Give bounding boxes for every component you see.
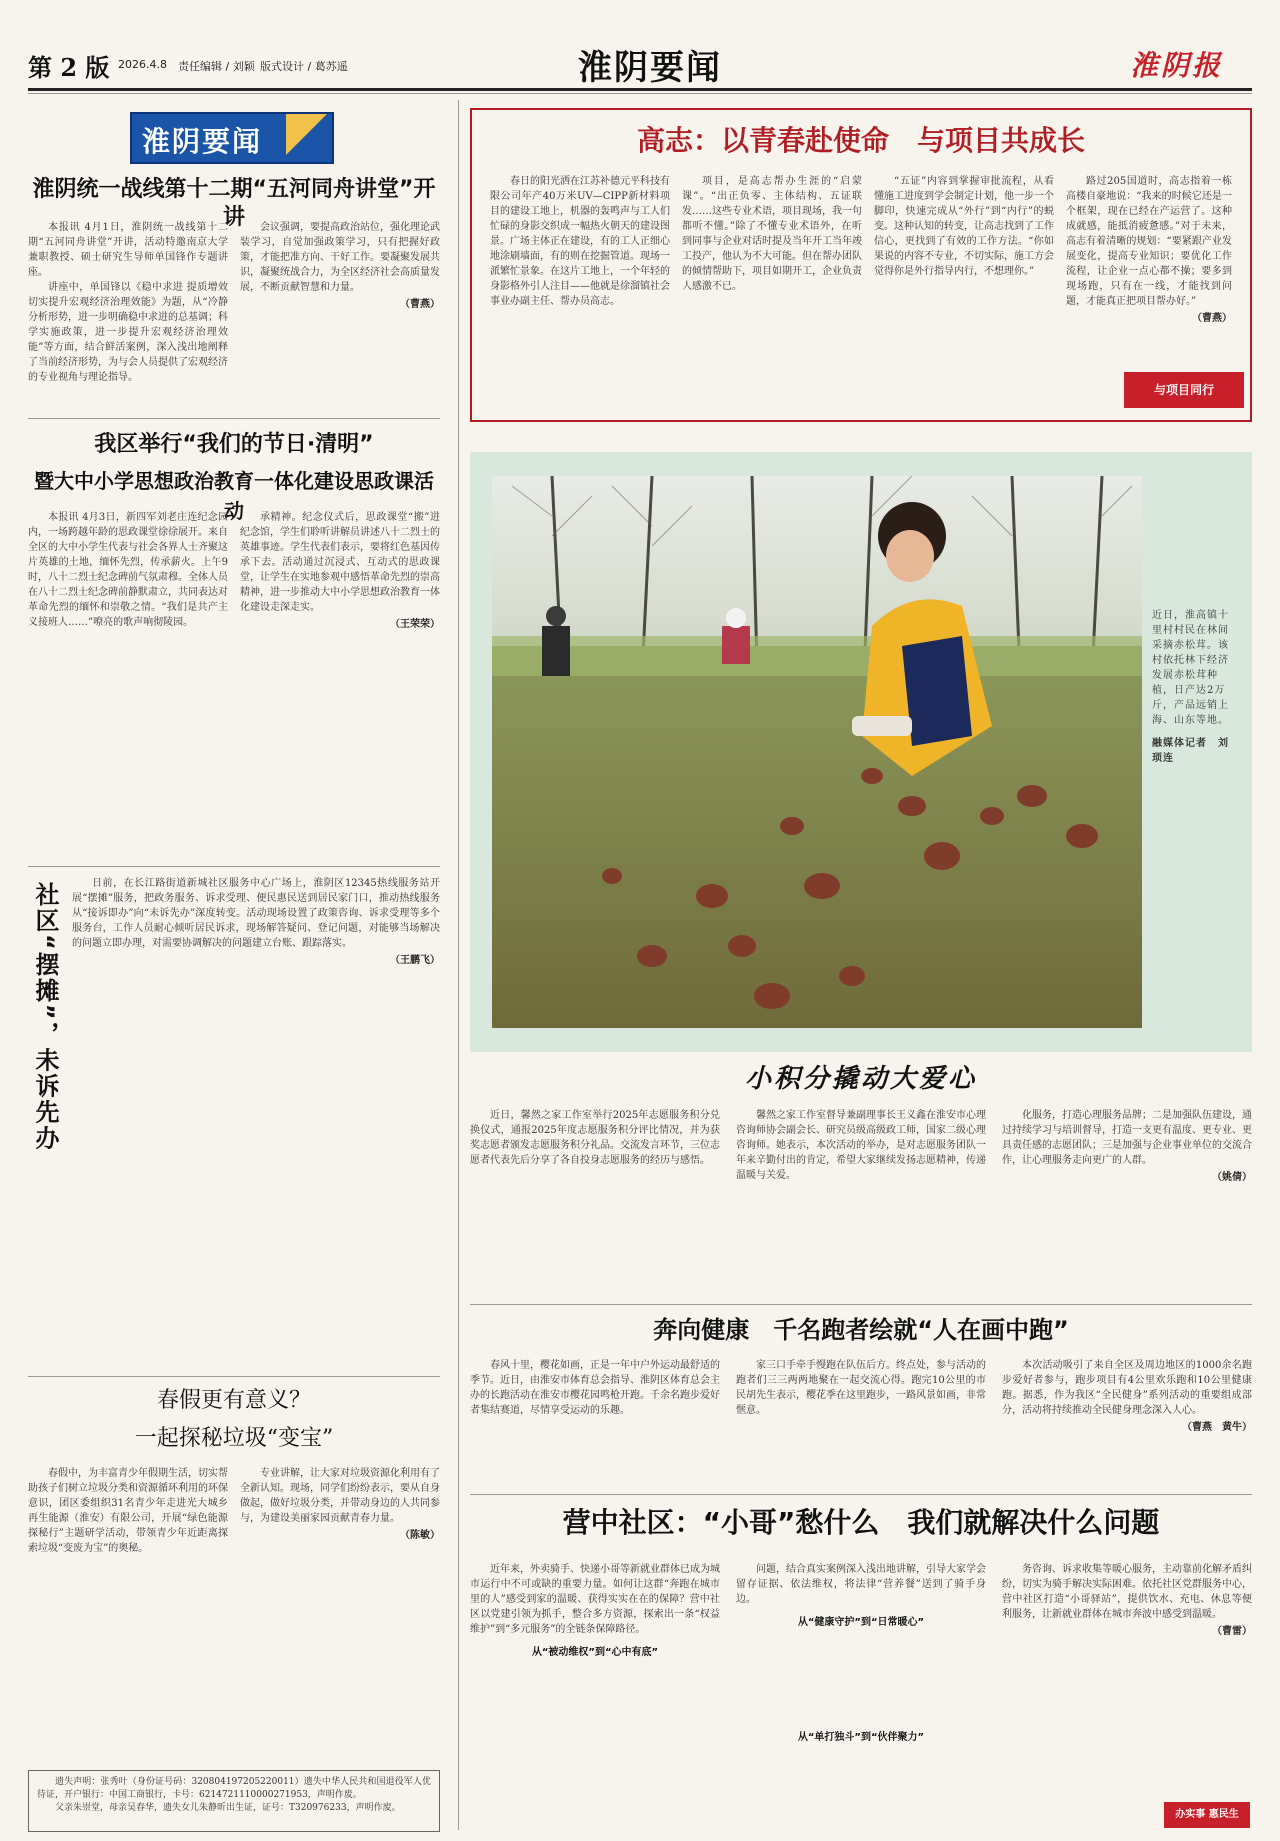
article-yingzhong-col1: 近年来，外卖骑手、快递小哥等新就业群体已成为城市运行中不可或缺的重要力量。如何让这群“奔跑在城市里的人”感受到家的温暖、获得实实在在的保障？营中社区以党建引领为抓手，整合多方资源，探索出一条“权益维护”到“多元服务”的全链条保障路径。 bbox=[470, 1564, 720, 1635]
article-gaozhi-tag-label: 与项目同行 bbox=[1153, 383, 1214, 397]
article-paobu-col3: 本次活动吸引了来自全区及周边地区的1000余名跑步爱好者参与，跑步项目有4公里欢乐跑和10公里健康跑。据悉，作为我区“全民健身”系列活动的重要组成部分，活动将持续推动全民健身理念深入人心。 bbox=[1002, 1360, 1252, 1416]
article-laji-title-1: 春假更有意义？ bbox=[156, 1388, 311, 1413]
designer: 版式设计 / 葛苏遥 bbox=[260, 60, 348, 73]
article-qingming bbox=[28, 510, 440, 730]
article-wuhe-lead: 本报讯 4月1日，淮阴统一战线第十二期“五河同舟讲堂”开讲，活动特邀南京大学兼职教授、硕士研究生导师单国锋作专题讲座。 bbox=[28, 222, 228, 278]
article-gaozhi-box bbox=[470, 108, 1252, 422]
article-laji bbox=[28, 1466, 440, 1766]
article-yingzhong-col3: 务咨询、诉求收集等暖心服务，主动靠前化解矛盾纠纷，切实为骑手解决实际困难。依托社区党群服务中心，营中社区打造“小哥驿站”，提供饮水、充电、休息等便利服务，让新就业群体在城市奔波中感受到温暖。 bbox=[1002, 1564, 1252, 1620]
article-yingzhong-subhead-3: 从“单打独斗”到“伙伴聚力” bbox=[797, 1732, 925, 1743]
divider bbox=[28, 418, 440, 419]
section-badge bbox=[130, 112, 334, 164]
article-laji-title-2: 一起探秘垃圾“变宝” bbox=[134, 1426, 334, 1451]
article-shequ-byline: （王鹏飞） bbox=[390, 955, 440, 966]
article-laji-col2: 专业讲解，让大家对垃圾资源化利用有了全新认知。现场，同学们纷纷表示，要从自身做起，做好垃圾分类，并带动身边的人共同参与，为建设美丽家园贡献青春力量。 bbox=[240, 1468, 440, 1524]
article-jifen-title: 小积分撬动大爱心 bbox=[744, 1064, 977, 1094]
article-jifen bbox=[470, 1108, 1252, 1308]
article-gaozhi-col1: 春日的阳光洒在江苏补德元平科技有限公司年产40万米UV—CIPP新材料项目的建设工地上，机器的轰鸣声与工人们忙碌的身影交织成一幅热火朝天的建设图景。广场主体正在建设，有的工人正细心地涂刷墙面，有的则在挖掘管道。现场一派繁忙景象。在这片工地上，一个年轻的身影格外引人注目——他就是徐溜镇社会事业办副主任、帮办员高志。 bbox=[490, 176, 670, 307]
divider bbox=[470, 1494, 1252, 1495]
article-shequ bbox=[72, 876, 440, 1366]
article-yingzhong-subhead-1: 从“被动维权”到“心中有底” bbox=[531, 1647, 659, 1658]
section-title: 淮阴要闻 bbox=[578, 48, 722, 88]
article-gaozhi-title: 高志：以青春赴使命 与项目共成长 bbox=[636, 124, 1085, 157]
article-qingming-col1: 本报讯 4月3日，新四军刘老庄连纪念园内，一场跨越年龄的思政课堂徐徐展开。来自全区的大中小学生代表与社会各界人士齐聚这片英雄的土地，缅怀先烈，传承薪火。上午9时，八十二烈士纪念碑前气氛肃穆。全体人员在八十二烈士纪念碑前静默肃立，共同表达对革命先烈的缅怀和崇敬之情。“我们是共产主义接班人……”嘹亮的歌声响彻陵园。 bbox=[28, 512, 228, 628]
article-shequ-body: 日前，在长江路街道新城社区服务中心广场上，淮阴区12345热线服务站开展“摆摊”服务，把政务服务、诉求受理、便民惠民送到居民家门口，推动热线服务从“接诉即办”向“未诉先办”深度转变。活动现场设置了政策咨询、诉求受理等多个服务台，工作人员耐心倾听居民诉求，现场解答疑问、登记问题，对能够当场解决的问题立即办理，对需要协调解决的问题建立台账、跟踪落实。 bbox=[72, 878, 440, 949]
article-yingzhong bbox=[470, 1562, 1252, 1830]
mushroom-harvest-photo bbox=[492, 476, 1142, 1028]
article-yingzhong-tag-label: 办实事 惠民生 bbox=[1175, 1809, 1239, 1820]
article-wuhe-body2: 讲座中，单国锋以《稳中求进 提质增效 切实提升宏观经济治理效能》为题，从“冷静分析形势，进一步明确稳中求进的总基调；科学实施政策，进一步提升宏观经济治理效能”等方面，结合鲜活案例，深入浅出地阐释了当前经济形势，为与会人员提供了宏观经济的专业视角与理论指导。 bbox=[28, 282, 228, 383]
article-paobu-byline: （曹燕 黄牛） bbox=[1182, 1422, 1252, 1433]
article-gaozhi-col3: “五证”内容到掌握审批流程，从看懂施工进度到学会制定计划，他一步一个脚印，快速完成从“外行”到“内行”的蜕变。这种认知的转变，让高志找到了工作信心，更找到了有效的工作方法。“你如果说的内容不专业，不切实际，施工方会觉得你是外行指导内行，不想理你。” bbox=[874, 176, 1054, 277]
article-yingzhong-title: 营中社区：“小哥”愁什么 我们就解决什么问题 bbox=[562, 1506, 1160, 1539]
article-laji-byline: （陈敏） bbox=[400, 1530, 440, 1541]
photo-credit: 融媒体记者 刘顼连 bbox=[1152, 738, 1229, 764]
section-badge-label: 淮阴要闻 bbox=[142, 125, 263, 158]
column-divider bbox=[458, 100, 459, 1830]
article-yingzhong-subhead-2: 从“健康守护”到“日常暖心” bbox=[797, 1617, 925, 1628]
masthead-rule bbox=[28, 88, 1252, 91]
divider bbox=[470, 1304, 1252, 1305]
notice-2: 父亲朱崇堂，母亲吴春华，遗失女儿朱静昕出生证，证号：T320976233，声明作废。 bbox=[55, 1803, 401, 1813]
article-qingming-title-2: 暨大中小学思想政治教育一体化建设思政课活动 bbox=[34, 469, 434, 523]
article-wuhe-byline: （曹燕） bbox=[400, 299, 440, 310]
article-paobu-col2: 家三口手牵手慢跑在队伍后方。终点处，参与活动的跑者们三三两两地聚在一起交流心得。跑完10公里的市民胡先生表示，樱花季在这里跑步，一路风景如画，非常惬意。 bbox=[736, 1360, 986, 1416]
date: 2026.4.8 bbox=[118, 58, 167, 71]
article-jifen-byline: （姚倩） bbox=[1212, 1172, 1252, 1183]
notice-box bbox=[28, 1770, 440, 1832]
article-qingming-title-1: 我区举行“我们的节日·清明” bbox=[94, 432, 374, 457]
photo-caption bbox=[1152, 608, 1238, 766]
badge-emblem-icon bbox=[286, 114, 332, 158]
article-gaozhi-col2: 项目，是高志帮办生涯的“启蒙课”。“出正负零、主体结构、五证联发……这些专业术语，项目现场，我一句都听不懂。”除了不懂专业术语外，在听到同事与企业对话时提及当年开工当年竣工投产，他认为不大可能。但在帮办团队的倾情帮助下，项目如期开工，企业负责人感激不已。 bbox=[682, 176, 862, 292]
article-paobu bbox=[470, 1358, 1252, 1498]
article-yingzhong-tag bbox=[1164, 1802, 1250, 1828]
article-wuhe-body3: 会议强调，要提高政治站位，强化理论武装学习，自觉加强政策学习，只有把握好政策，才能把准方向、干好工作。要凝聚发展共识，凝聚统战合力，为全区经济社会高质量发展，不断贡献智慧和力量。 bbox=[240, 222, 440, 293]
article-shequ-vertical-title: 社区“摆摊”，未诉先办 bbox=[31, 882, 59, 1152]
article-gaozhi-col4: 路过205国道时，高志指着一栋高楼自豪地说：“我来的时候它还是一个框架，现在已经在产运营了。这种成就感，能抵消疲惫感。”对于未来，高志有着清晰的规划：“要紧跟产业发展变化，提高专业知识；要优化工作流程，让企业一点心都不操；要多到现场跑，只有在一线，才能找到问题，才能真正把项目帮办好。” bbox=[1066, 176, 1232, 307]
article-wuhe bbox=[28, 220, 440, 410]
paper-name-logo: 淮阴报 bbox=[1130, 49, 1224, 82]
article-yingzhong-byline: （曹雷） bbox=[1212, 1626, 1252, 1637]
notice-1: 遗失声明：张秀叶（身份证号码：320804197205220011）遗失中华人民共和国退役军人优待证，开户银行：中国工商银行，卡号：6214721110000271953，声明作废。 bbox=[37, 1777, 431, 1800]
article-qingming-col2: 承精神。纪念仪式后，思政课堂“搬”进纪念馆，学生们聆听讲解员讲述八十二烈士的英雄事迹。学生代表们表示，要将红色基因传承下去。活动通过沉浸式、互动式的思政课堂，让学生在实地参观中感悟革命先烈的崇高精神，进一步推动大中小学思想政治教育一体化建设走深走实。 bbox=[240, 512, 440, 613]
article-gaozhi-tag bbox=[1124, 372, 1244, 408]
article-paobu-title: 奔向健康 千名跑者绘就“人在画中跑” bbox=[653, 1316, 1069, 1344]
article-jifen-col3: 化服务，打造心理服务品牌；二是加强队伍建设，通过持续学习与培训督导，打造一支更有温度、更专业、更具责任感的志愿团队；三是加强与企业事业单位的交流合作，让心理服务走向更广的人群。 bbox=[1002, 1110, 1252, 1166]
editor: 责任编辑 / 刘颖 bbox=[178, 60, 255, 73]
masthead bbox=[0, 0, 1280, 90]
article-wuhe-title: 淮阴统一战线第十二期“五河同舟讲堂”开讲 bbox=[32, 177, 436, 230]
article-jifen-col2: 馨然之家工作室督导兼副理事长王义鑫在淮安市心理咨询师协会副会长、研究员级高级政工师，国家二级心理咨询师。她表示，本次活动的举办，是对志愿服务团队一年来辛勤付出的肯定，希望大家继续发扬志愿精神，传递温暖与关爱。 bbox=[736, 1110, 986, 1181]
divider bbox=[28, 866, 440, 867]
photo-caption-text: 近日，淮高镇十里村村民在林间采摘赤松茸。该村依托林下经济发展赤松茸种植，日产达2万斤，产品远销上海、山东等地。 bbox=[1152, 610, 1229, 726]
article-paobu-col1: 春风十里，樱花如画，正是一年中户外运动最舒适的季节。近日，由淮安市体育总会指导、淮阴区体育总会主办的长跑活动在淮安市樱花园鸣枪开跑。千余名跑步爱好者集结赛道，尽情享受运动的乐趣。 bbox=[470, 1360, 720, 1416]
article-qingming-byline: （王荣荣） bbox=[390, 619, 440, 630]
masthead-rule-thin bbox=[28, 93, 1252, 94]
divider bbox=[28, 1376, 440, 1377]
article-jifen-col1: 近日，馨然之家工作室举行2025年志愿服务积分兑换仪式，通报2025年度志愿服务积分评比情况，并为获奖志愿者颁发志愿服务积分礼品。交流发言环节，三位志愿者代表先后分享了各自投身志愿服务的经历与感悟。 bbox=[470, 1110, 720, 1166]
article-laji-col1: 春假中，为丰富青少年假期生活，切实帮助孩子们树立垃圾分类和资源循环利用的环保意识，团区委组织31名青少年走进光大城乡再生能源（淮安）有限公司，开展“绿色能源探秘行”主题研学活动，带领青少年近距离探索垃圾“变废为宝”的奥秘。 bbox=[28, 1468, 228, 1554]
page-label: 第 2 版 bbox=[28, 53, 110, 82]
article-yingzhong-col2: 问题，结合真实案例深入浅出地讲解，引导大家学会留存证据、依法维权，将法律“营养餐”送到了骑手身边。 bbox=[736, 1564, 986, 1605]
article-gaozhi-byline: （曹燕） bbox=[1192, 313, 1232, 324]
